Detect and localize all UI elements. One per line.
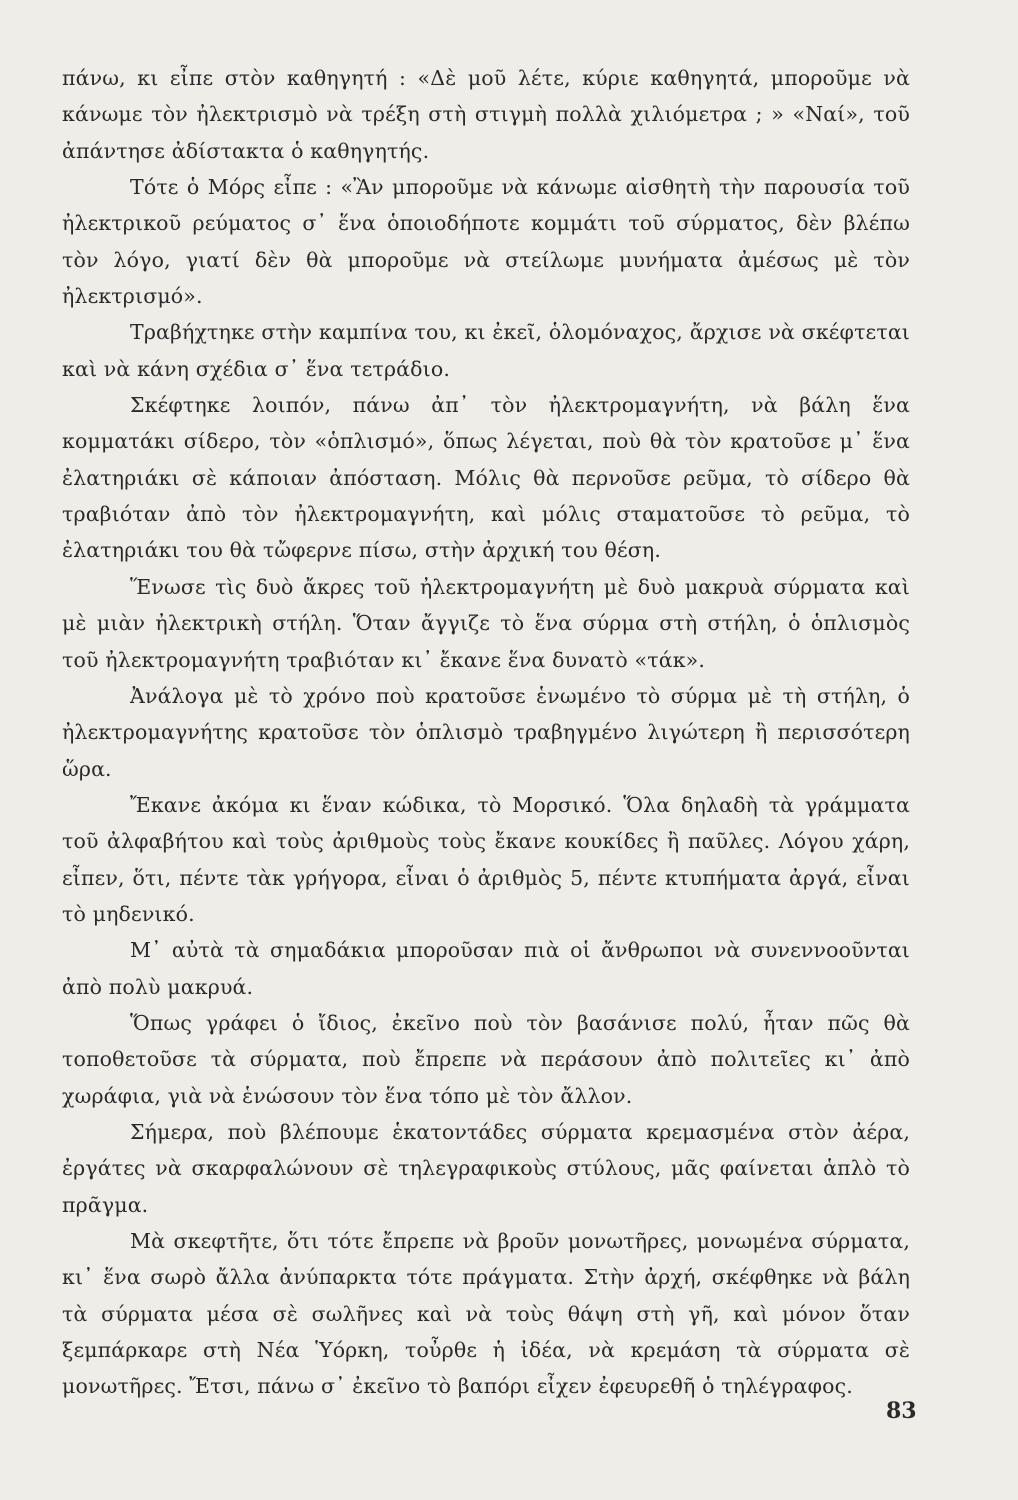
paragraph-8: Μ᾽ αὐτὰ τὰ σημαδάκια μποροῦσαν πιὰ οἱ ἄνθρωποι νὰ συνεννοοῦνται ἀπὸ πολὺ μακρυά. — [62, 938, 910, 999]
body-text — [62, 60, 910, 1405]
paragraph-4: Σκέφτηκε λοιπόν, πάνω ἀπ᾽ τὸν ἠλεκτρομαγνήτη, νὰ βάλη ἕνα κομματάκι σίδερο, τὸν «ὁπλισμό», ὅπως λέγεται, ποὺ θὰ τὸν κρατοῦσε μ᾽ ἕνα ἐλατηριάκι σὲ κάποιαν ἀπόσταση. Μόλις θὰ περνοῦσε ρεῦμα, τὸ σίδερο θὰ τραβιόταν ἀπὸ τὸν ἠλεκτρομαγνήτη, καὶ μόλις σταματοῦσε τὸ ρεῦμα, τὸ ἐλατηριάκι του θὰ τὤφερνε πίσω, στὴν ἀρχική του θέση. — [62, 393, 910, 563]
paragraph-9: Ὅπως γράφει ὁ ἴδιος, ἐκεῖνο ποὺ τὸν βασάνισε πολύ, ἦταν πῶς θὰ τοποθετοῦσε τὰ σύρματα, ποὺ ἔπρεπε νὰ περάσουν ἀπὸ πολιτεῖες κι᾽ ἀπὸ χωράφια, γιὰ νὰ ἑνώσουν τὸν ἕνα τόπο μὲ τὸν ἄλλον. — [62, 1010, 910, 1108]
paragraph-3: Τραβήχτηκε στὴν καμπίνα του, κι ἐκεῖ, ὁλομόναχος, ἄρχισε νὰ σκέφτεται καὶ νὰ κάνη σχέδια σ᾽ ἕνα τετράδιο. — [62, 320, 910, 381]
paragraph-10: Σήμερα, ποὺ βλέπουμε ἑκατοντάδες σύρματα κρεμασμένα στὸν ἀέρα, ἐργάτες νὰ σκαρφαλώνουν σὲ τηλεγραφικοὺς στύλους, μᾶς φαίνεται ἁπλὸ τὸ πρᾶγμα. — [62, 1119, 910, 1217]
paragraph-11: Μὰ σκεφτῆτε, ὅτι τότε ἔπρεπε νὰ βροῦν μονωτῆρες, μονωμένα σύρματα, κι᾽ ἕνα σωρὸ ἄλλα ἀνύπαρκτα τότε πράγματα. Στὴν ἀρχή, σκέφθηκε νὰ βάλη τὰ σύρματα μέσα σὲ σωλῆνες καὶ νὰ τοὺς θάψη στὴ γῆ, καὶ μόνον ὅταν ξεμπάρκαρε στὴ Νέα Ὑόρκη, τοὖρθε ἡ ἰδέα, νὰ κρεμάση τὰ σύρματα σὲ μονωτῆρες. Ἔτσι, πάνω σ᾽ ἐκεῖνο τὸ βαπόρι εἶχεν ἐφευρεθῆ ὁ τηλέγραφος. — [62, 1229, 910, 1399]
page-number: 83 — [886, 1398, 917, 1424]
paragraph-1: πάνω, κι εἶπε στὸν καθηγητή : «Δὲ μοῦ λέτε, κύριε καθηγητά, μποροῦμε νὰ κάνωμε τὸν ἠλεκτρισμὸ νὰ τρέξη στὴ στιγμὴ πολλὰ χιλιόμετρα ; » «Ναί», τοῦ ἀπάντησε ἀδίστακτα ὁ καθηγητής. — [62, 66, 910, 163]
paragraph-2: Τότε ὁ Μόρς εἶπε : «Ἂν μποροῦμε νὰ κάνωμε αἰσθητὴ τὴν παρουσία τοῦ ἠλεκτρικοῦ ρεύματος σ᾽ ἕνα ὁποιοδήποτε κομμάτι τοῦ σύρματος, δὲν βλέπω τὸν λόγο, γιατί δὲν θὰ μποροῦμε νὰ στείλωμε μυνήματα ἀμέσως μὲ τὸν ἠλεκτρισμό». — [62, 175, 910, 309]
paragraph-5: Ἕνωσε τὶς δυὸ ἄκρες τοῦ ἠλεκτρομαγνήτη μὲ δυὸ μακρυὰ σύρματα καὶ μὲ μιὰν ἠλεκτρικὴ στήλη. Ὅταν ἄγγιζε τὸ ἕνα σύρμα στὴ στήλη, ὁ ὁπλισμὸς τοῦ ἠλεκτρομαγνήτη τραβιόταν κι᾽ ἔκανε ἕνα δυνατὸ «τάκ». — [62, 574, 910, 672]
paragraph-7: Ἔκανε ἀκόμα κι ἕναν κώδικα, τὸ Μορσικό. Ὅλα δηλαδὴ τὰ γράμματα τοῦ ἀλφαβήτου καὶ τοὺς ἀριθμοὺς τοὺς ἔκανε κουκίδες ἢ παῦλες. Λόγου χάρη, εἶπεν, ὅτι, πέντε τὰκ γρήγορα, εἶναι ὁ ἀριθμὸς 5, πέντε κτυπήματα ἀργά, εἶναι τὸ μηδενικό. — [62, 792, 910, 926]
paragraph-6: Ἀνάλογα μὲ τὸ χρόνο ποὺ κρατοῦσε ἑνωμένο τὸ σύρμα μὲ τὴ στήλη, ὁ ἠλεκτρομαγνήτης κρατοῦσε τὸν ὁπλισμὸ τραβηγμένο λιγώτερη ἢ περισσότερη ὥρα. — [62, 683, 910, 781]
